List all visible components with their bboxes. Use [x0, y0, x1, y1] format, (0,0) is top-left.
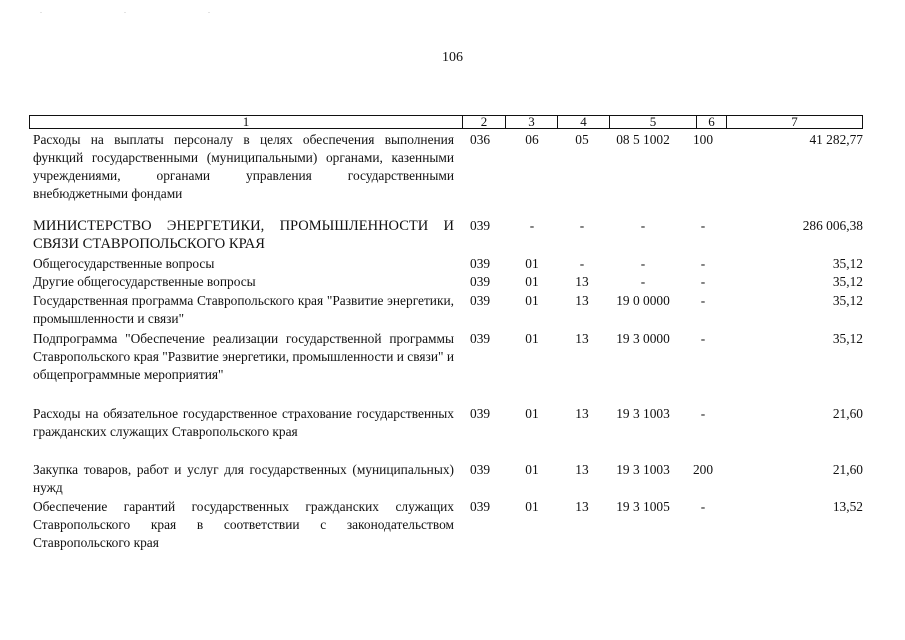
header-col-2: 2 [462, 115, 506, 129]
row-section-code: 01 [525, 331, 539, 346]
row-amount: 35,12 [832, 256, 863, 271]
row-expense-type: - [700, 406, 706, 421]
row-ved-code: 036 [470, 132, 491, 147]
row-expense-type: - [700, 256, 706, 271]
row-target-article: - [640, 218, 646, 233]
row-section-code: 01 [525, 462, 539, 477]
row-subsection-code: 13 [575, 331, 589, 346]
row-ved-code: 039 [470, 293, 491, 308]
row-ved-code: 039 [470, 218, 491, 233]
header-col-1: 1 [29, 115, 463, 129]
row-description: Закупка товаров, работ и услуг для государственных (муниципальных) нужд [33, 462, 454, 495]
row-ved-code: 039 [470, 406, 491, 421]
row-description: Другие общегосударственные вопросы [33, 274, 256, 289]
row-expense-type: 100 [692, 132, 714, 147]
row-ved-code: 039 [470, 274, 491, 289]
header-col-5: 5 [609, 115, 697, 129]
row-subsection-code: 05 [575, 132, 589, 147]
row-subsection-code: 13 [575, 274, 589, 289]
row-description: Государственная программа Ставропольского края "Развитие энергетики, промышленности и связи" [33, 293, 454, 326]
header-col-4: 4 [557, 115, 610, 129]
row-expense-type: - [700, 218, 706, 233]
row-amount: 286 006,38 [802, 218, 863, 233]
row-ved-code: 039 [470, 331, 491, 346]
row-amount: 35,12 [832, 293, 863, 308]
row-amount: 13,52 [832, 499, 863, 514]
row-section-code: 01 [525, 274, 539, 289]
row-description: Подпрограмма "Обеспечение реализации государственной программы Ставропольского края "Развитие энергетики, промышленности и связи" и общепрограммные мероприятия" [33, 331, 454, 382]
row-target-article: 19 3 1005 [616, 499, 670, 514]
row-subsection-code: - [579, 218, 585, 233]
row-section-code: 06 [525, 132, 539, 147]
row-amount: 35,12 [832, 274, 863, 289]
row-target-article: 19 3 1003 [616, 406, 670, 421]
row-expense-type: - [700, 499, 706, 514]
scan-specks: . . . [40, 6, 250, 15]
header-col-6: 6 [696, 115, 727, 129]
row-expense-type: - [700, 331, 706, 346]
row-section-code: 01 [525, 293, 539, 308]
row-amount: 35,12 [832, 331, 863, 346]
row-subsection-code: 13 [575, 406, 589, 421]
row-target-article: - [640, 256, 646, 271]
row-amount: 21,60 [832, 462, 863, 477]
row-ved-code: 039 [470, 256, 491, 271]
row-section-code: 01 [525, 499, 539, 514]
row-ved-code: 039 [470, 462, 491, 477]
row-section-code: - [529, 218, 535, 233]
row-target-article: 08 5 1002 [616, 132, 670, 147]
row-amount: 41 282,77 [809, 132, 863, 147]
row-section-code: 01 [525, 256, 539, 271]
row-expense-type: - [700, 274, 706, 289]
row-expense-type: 200 [692, 462, 714, 477]
row-subsection-code: - [579, 256, 585, 271]
row-target-article: - [640, 274, 646, 289]
row-description: Расходы на обязательное государственное страхование государственных гражданских служащих Ставропольского края [33, 406, 454, 439]
page-number: 106 [442, 50, 463, 65]
row-target-article: 19 0 0000 [616, 293, 670, 308]
row-target-article: 19 3 0000 [616, 331, 670, 346]
row-description: Обеспечение гарантий государственных гражданских служащих Ставропольского края в соответствии с законодательством Ставропольского края [33, 499, 454, 550]
row-subsection-code: 13 [575, 462, 589, 477]
row-expense-type: - [700, 293, 706, 308]
row-description: Общегосударственные вопросы [33, 256, 215, 271]
table-header-row [29, 115, 863, 129]
row-ved-code: 039 [470, 499, 491, 514]
row-subsection-code: 13 [575, 499, 589, 514]
row-amount: 21,60 [832, 406, 863, 421]
row-subsection-code: 13 [575, 293, 589, 308]
row-description: Расходы на выплаты персоналу в целях обеспечения выполнения функций государственными (муниципальными) органами, казенными учреждениями, органами управления государственными внебюджетными фондами [33, 132, 454, 201]
row-description: МИНИСТЕРСТВО ЭНЕРГЕТИКИ, ПРОМЫШЛЕННОСТИ И СВЯЗИ СТАВРОПОЛЬСКОГО КРАЯ [33, 218, 454, 252]
header-col-7: 7 [726, 115, 863, 129]
header-col-3: 3 [505, 115, 558, 129]
row-section-code: 01 [525, 406, 539, 421]
row-target-article: 19 3 1003 [616, 462, 670, 477]
